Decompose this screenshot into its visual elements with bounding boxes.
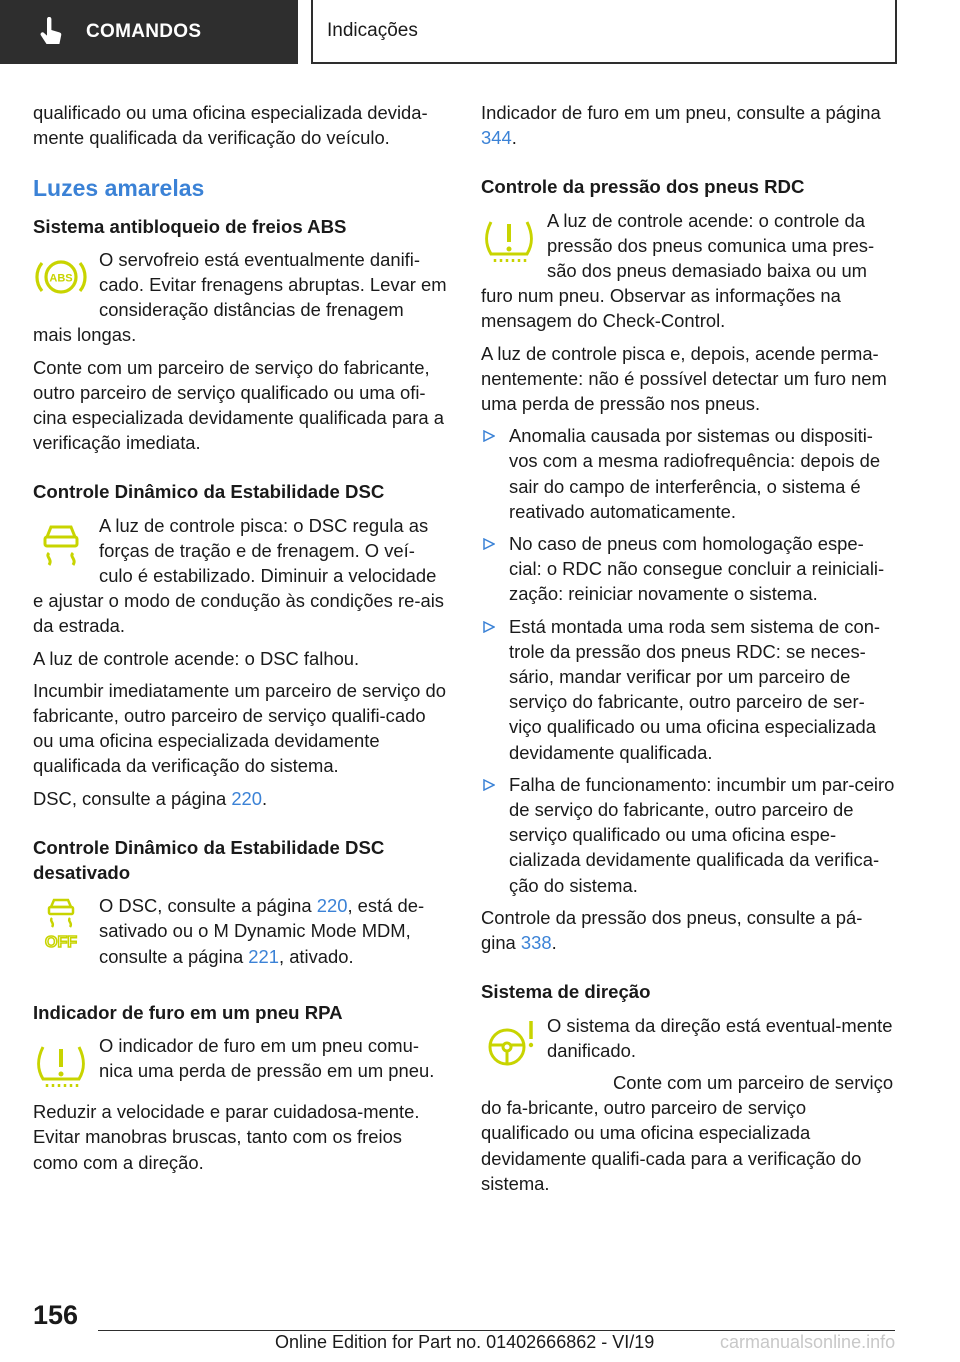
svg-text:OFF: OFF: [45, 934, 77, 952]
list-item: Está montada uma roda sem sistema de con-trole da pressão dos pneus RDC: se neces-sário, mandar verificar por um parceiro de serviço do fabricante, outro parceiro de ser-viço qualificado ou uma oficina especializada devidamente qualificada.: [481, 614, 895, 765]
abs-text-2: Conte com um parceiro de serviço do fabricante, outro parceiro de serviço qualificado ou uma ofi-cina especializada devidamente qualificada para a verificação imediata.: [33, 356, 444, 454]
dsc-skid-car-icon: [33, 515, 99, 579]
abs-text-1: O servofreio está eventualmente danifi-cado. Evitar frenagens abruptas. Levar em consideração distâncias de frenagem mais longas.: [33, 248, 447, 346]
steering-text-1: O sistema da direção está eventual-mente danificado.: [547, 1014, 893, 1061]
left-column: [33, 100, 447, 1182]
heading-abs: Sistema antibloqueio de freios ABS: [33, 215, 347, 237]
triangle-bullet-icon: [483, 538, 495, 550]
abs-warning-icon: [33, 249, 99, 313]
page-footer: [0, 1300, 960, 1362]
hand-pointer-icon: [38, 17, 64, 47]
dsc-text-2: A luz de controle acende: o DSC falhou.: [33, 647, 360, 669]
rdc-bullet-list: [481, 423, 895, 898]
section-tab-comandos[interactable]: [0, 0, 298, 64]
rpa-text-2: Reduzir a velocidade e parar cuidadosa-mente. Evitar manobras bruscas, tanto com os freios como com a direção.: [33, 1101, 420, 1173]
footer-divider: [98, 1330, 895, 1331]
rpa-text-1: O indicador de furo em um pneu comu-nica uma perda de pressão em um pneu.: [99, 1035, 435, 1082]
edition-text: Online Edition for Part no. 01402666862 - VI/19: [275, 1332, 655, 1352]
dsc-off-text: O DSC, consulte a página 220, está de-sativado ou o M Dynamic Mode MDM, consulte a página 221, ativado.: [99, 895, 425, 967]
intro-paragraph: qualificado ou uma oficina especializada devida-mente qualificada da verificação do veículo.: [33, 102, 428, 149]
page-link-221[interactable]: 221: [248, 945, 279, 967]
heading-rdc: Controle da pressão dos pneus RDC: [481, 176, 805, 198]
triangle-bullet-icon: [483, 621, 495, 633]
rdc-text-2: A luz de controle pisca e, depois, acende perma-nentemente: não é possível detectar um furo nem uma perda de pressão nos pneus.: [481, 342, 887, 415]
tire-pressure-warning-icon: [33, 1035, 99, 1099]
dsc-text-4: DSC, consulte a página 220.: [33, 787, 268, 809]
svg-text:ABS: ABS: [49, 272, 73, 285]
topic-label: Indicações: [327, 20, 418, 41]
heading-steering: Sistema de direção: [481, 981, 651, 1003]
rdc-text-1: A luz de controle acende: o controle da pressão dos pneus comunica uma pres-são dos pneus demasiado baixa ou um furo num pneu. Observar as informações na mensagem do Check-Control.: [481, 209, 875, 332]
page-header: [0, 0, 960, 66]
heading-dsc: Controle Dinâmico da Estabilidade DSC: [33, 481, 385, 503]
page-number: 156: [33, 1300, 79, 1330]
steering-warning-icon: [481, 1015, 547, 1079]
watermark-text: carmanualsonline.info: [720, 1332, 896, 1352]
heading-yellow-lights: Luzes amarelas: [33, 175, 205, 202]
page-link-220b[interactable]: 220: [316, 895, 348, 917]
list-item: Anomalia causada por sistemas ou dispositi-vos com a mesma radiofrequência: depois de sair do campo de interferência, o sistema é reativado automaticamente.: [481, 423, 895, 524]
list-item: Falha de funcionamento: incumbir um par-ceiro de serviço do fabricante, outro parceiro de serviço qualificado ou uma oficina espe-cializada devidamente qualificada da verifica-ção do sistema.: [481, 772, 895, 898]
page-link-338[interactable]: 338: [520, 932, 552, 954]
dsc-text-3: Incumbir imediatamente um parceiro de serviço do fabricante, outro parceiro de serviço qualifi-cado ou uma oficina especializada devidamente qualificada da verificação do sistema.: [33, 679, 446, 777]
heading-dsc-off: Controle Dinâmico da Estabilidade DSC desativado: [33, 836, 385, 884]
rdc-tire-pressure-icon: [481, 210, 547, 274]
dsc-text-1: A luz de controle pisca: o DSC regula as forças de tração e de frenagem. O veí-culo é estabilizado. Diminuir a velocidade e ajustar o modo de condução às condições re-ais da estrada.: [33, 514, 444, 637]
triangle-bullet-icon: [483, 430, 495, 442]
triangle-bullet-icon: [483, 779, 495, 791]
rdc-text-3: Controle da pressão dos pneus, consulte a pá-gina 338.: [481, 906, 863, 954]
page-link-344[interactable]: 344: [481, 127, 512, 149]
section-label: COMANDOS: [86, 21, 202, 42]
dsc-off-icon: [33, 895, 99, 959]
right-intro: Indicador de furo em um pneu, consulte a página 344.: [481, 102, 881, 149]
heading-rpa: Indicador de furo em um pneu RPA: [33, 1001, 343, 1023]
right-column: [481, 100, 895, 1203]
steering-text-2: Conte com um parceiro de serviço do fa-bricante, outro parceiro de serviço qualificado ou uma oficina especializada devidamente qualifi-cada para a verificação do sistema.: [481, 1071, 894, 1194]
topic-tab-indicacoes[interactable]: [311, 0, 897, 64]
page-link-220[interactable]: 220: [231, 787, 263, 809]
list-item: No caso de pneus com homologação espe-cial: o RDC não consegue concluir a reiniciali-zação: reiniciar novamente o sistema.: [481, 531, 895, 607]
